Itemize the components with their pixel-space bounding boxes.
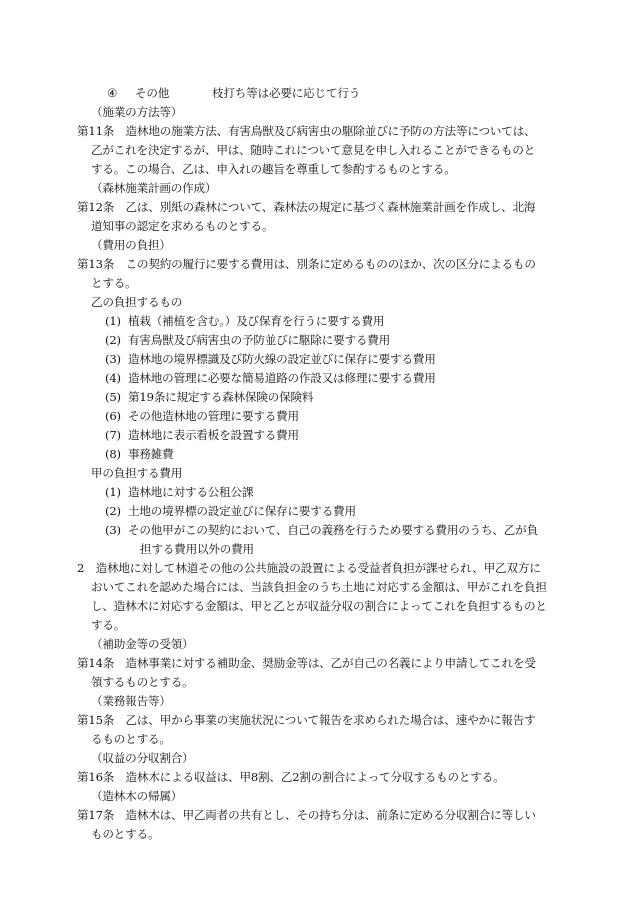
list-item: その他造林地の管理に要する費用	[128, 409, 299, 423]
section-label: 甲の負担する費用	[91, 466, 183, 480]
list-number: (8)	[105, 447, 121, 461]
list-item: その他甲がこの契約において、自己の義務を行うため要する費用のうち、乙が負	[128, 523, 538, 537]
section-label: 乙の負担するもの	[91, 295, 183, 309]
article-text: する。この場合、乙は、申入れの趣旨を尊重して参酌するものとする。	[91, 162, 456, 176]
list-number: (7)	[105, 428, 121, 442]
article-text: 乙がこれを決定するが、甲は、随時これについて意見を申し入れることができるものと	[91, 143, 536, 157]
list-number: (4)	[105, 371, 121, 385]
article-text: し、造林木に対応する金額は、甲と乙とが収益分収の割合によってこれを負担するものと	[91, 599, 547, 613]
article-text: おいてこれを認めた場合には、当該負担金のうち土地に対応する金額は、甲がこれを負担	[91, 580, 547, 594]
list-number: (5)	[105, 390, 121, 404]
list-number: (2)	[105, 504, 121, 518]
list-number: (6)	[105, 409, 121, 423]
list-item: 第19条に規定する森林保険の保険料	[128, 390, 314, 404]
article-17: 第17条 造林木は、甲乙両者の共有とし、その持ち分は、前条に定める分収割合に等しい	[77, 808, 536, 822]
list-item: 造林地の管理に必要な簡易道路の作設又は修理に要する費用	[128, 371, 436, 385]
list-item: 植栽（補植を含む。）及び保育を行うに要する費用	[128, 314, 385, 328]
list-item: 事務雑費	[128, 447, 174, 461]
article-text: るものとする。	[91, 732, 171, 746]
article-text: 領するものとする。	[91, 675, 194, 689]
list-number: ④	[107, 86, 118, 100]
list-number: (3)	[105, 523, 121, 537]
list-number: (1)	[105, 485, 121, 499]
article-text: 道知事の認定を求めるものとする。	[91, 219, 274, 233]
article-13: 第13条 この契約の履行に要する費用は、別条に定めるもののほか、次の区分によるもの	[77, 257, 536, 271]
article-heading: （業務報告等）	[91, 694, 171, 708]
list-item-value: 枝打ち等は必要に応じて行う	[212, 86, 361, 100]
article-heading: （森林施業計画の作成）	[91, 181, 217, 195]
article-16: 第16条 造林木による収益は、甲8割、乙2割の割合によって分収するものとする。	[77, 770, 505, 784]
list-item-continuation: 担する費用以外の費用	[140, 542, 254, 556]
list-item: 有害鳥獣及び病害虫の予防並びに駆除に要する費用	[128, 333, 391, 347]
article-14: 第14条 造林事業に対する補助金、奨励金等は、乙が自己の名義により申請してこれを受	[77, 656, 536, 670]
list-item: 造林地に表示看板を設置する費用	[128, 428, 299, 442]
article-heading: （施業の方法等）	[91, 105, 183, 119]
article-heading: （費用の負担）	[91, 238, 171, 252]
paragraph-2: 2 造林地に対して林道その他の公共施設の設置による受益者負担が課せられ、甲乙双方に	[77, 561, 541, 575]
list-item: 土地の境界標の設定並びに保存に要する費用	[128, 504, 356, 518]
article-11: 第11条 造林地の施業方法、有害鳥獣及び病害虫の駆除並びに予防の方法等については、	[77, 124, 536, 138]
article-12: 第12条 乙は、別紙の森林について、森林法の規定に基づく森林施業計画を作成し、北海	[77, 200, 536, 214]
list-number: (2)	[105, 333, 121, 347]
list-number: (3)	[105, 352, 121, 366]
article-heading: （補助金等の受領）	[91, 637, 194, 651]
article-text: とする。	[91, 276, 137, 290]
article-heading: （造林木の帰属）	[91, 789, 183, 803]
article-15: 第15条 乙は、甲から事業の実施状況について報告を求められた場合は、速やかに報告す	[77, 713, 536, 727]
list-item: 造林地に対する公租公課	[128, 485, 254, 499]
article-text: ものとする。	[91, 827, 160, 841]
article-heading: （収益の分収割合）	[91, 751, 194, 765]
list-item: 造林地の境界標識及び防火線の設定並びに保存に要する費用	[128, 352, 436, 366]
article-text: する。	[91, 618, 126, 632]
list-item-label: その他	[135, 86, 170, 100]
list-number: (1)	[105, 314, 121, 328]
